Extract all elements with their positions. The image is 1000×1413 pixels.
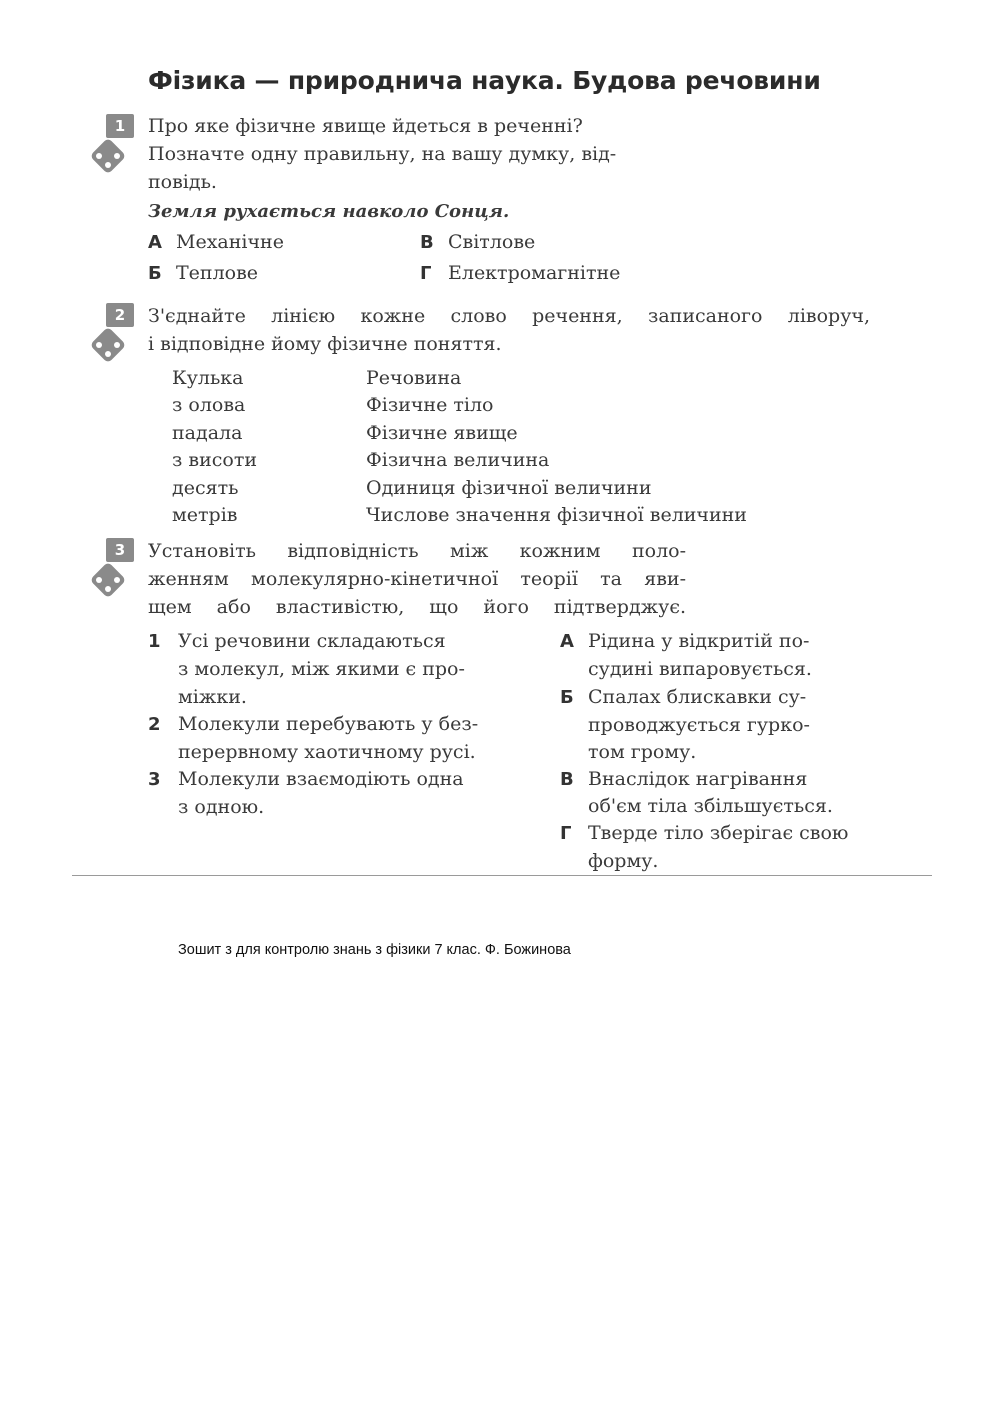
task-3-statement[interactable] <box>148 627 508 656</box>
option-text: Механічне <box>176 231 284 253</box>
task-3-text-line: женням молекулярно-кінетичної теорії та яви- <box>148 568 686 590</box>
statement-text: перервному хаотичному русі. <box>178 741 476 763</box>
phenomenon-letter: В <box>560 769 574 790</box>
option-letter: Б <box>148 263 162 284</box>
option-letter: В <box>420 232 434 253</box>
option-text: Світлове <box>448 231 536 253</box>
task-1-text-line: Про яке фізичне явище йдеться в реченні? <box>148 115 583 137</box>
task-1-text-line: Позначте одну правильну, на вашу думку, від- <box>148 143 617 165</box>
task-1-text-line: повідь. <box>148 171 217 193</box>
task-2-left-word[interactable]: метрів <box>172 504 238 526</box>
task-1-number-badge: 1 <box>106 114 134 138</box>
task-3-text-line: щем або властивістю, що його підтверджує. <box>148 596 686 618</box>
phenomenon-letter: Г <box>560 823 572 844</box>
statement-text: з молекул, між якими є про- <box>178 658 465 680</box>
task-2-concept[interactable]: Числове значення фізичної величини <box>366 504 747 526</box>
option-letter: Г <box>420 263 432 284</box>
task-3-statement[interactable] <box>148 765 464 794</box>
task-1-sentence: Земля рухається навколо Сонця. <box>148 201 510 222</box>
task-2-left-word[interactable]: з олова <box>172 394 246 416</box>
task-3-phenomenon[interactable] <box>560 765 807 794</box>
statement-number: 3 <box>148 769 161 790</box>
task-1-option[interactable] <box>148 259 258 288</box>
statement-text: з одною. <box>178 796 265 818</box>
source-caption: Зошит з для контролю знань з фізики 7 клас. Ф. Божинова <box>178 942 571 958</box>
phenomenon-text: об'єм тіла збільшується. <box>588 795 833 817</box>
task-2-concept[interactable]: Фізичне тіло <box>366 394 494 416</box>
dice-icon <box>88 325 128 365</box>
task-3-phenomenon[interactable] <box>560 627 809 656</box>
task-3-number-badge: 3 <box>106 538 134 562</box>
task-2-concept[interactable]: Речовина <box>366 367 462 389</box>
statement-text: Молекули взаємодіють одна <box>178 768 464 790</box>
dice-icon <box>88 560 128 600</box>
phenomenon-text: форму. <box>588 850 659 872</box>
statement-text: Усі речовини складаються <box>178 630 446 652</box>
phenomenon-text: Тверде тіло зберігає свою <box>588 822 849 844</box>
statement-text: Молекули перебувають у без- <box>178 713 479 735</box>
option-letter: А <box>148 232 162 253</box>
option-text: Теплове <box>176 262 259 284</box>
phenomenon-text: Спалах блискавки су- <box>588 686 807 708</box>
phenomenon-text: судині випаровується. <box>588 658 812 680</box>
task-2-concept[interactable]: Одиниця фізичної величини <box>366 477 652 499</box>
task-2-concept[interactable]: Фізичне явище <box>366 422 518 444</box>
phenomenon-letter: А <box>560 631 574 652</box>
statement-text: міжки. <box>178 686 247 708</box>
section-divider <box>72 875 932 876</box>
task-1-option[interactable] <box>420 259 620 288</box>
task-2-left-word[interactable]: десять <box>172 477 239 499</box>
phenomenon-text: проводжується гурко- <box>588 714 810 736</box>
phenomenon-letter: Б <box>560 687 574 708</box>
task-3-statement[interactable] <box>148 710 478 739</box>
task-2-concept[interactable]: Фізична величина <box>366 449 550 471</box>
task-2-left-word[interactable]: падала <box>172 422 243 444</box>
task-2-left-word[interactable]: з висоти <box>172 449 258 471</box>
task-3-phenomenon[interactable] <box>560 683 806 712</box>
task-2-text-line: і відповідне йому фізичне поняття. <box>148 333 502 355</box>
statement-number: 2 <box>148 714 161 735</box>
task-1-option[interactable] <box>148 228 284 257</box>
task-2-left-word[interactable]: Кулька <box>172 367 244 389</box>
option-text: Електромагнітне <box>448 262 621 284</box>
phenomenon-text: том грому. <box>588 741 697 763</box>
task-3-phenomenon[interactable] <box>560 819 848 848</box>
phenomenon-text: Внаслідок нагрівання <box>588 768 808 790</box>
task-3-text-line: Установіть відповідність між кожним поло- <box>148 540 686 562</box>
dice-icon <box>88 136 128 176</box>
statement-number: 1 <box>148 631 161 652</box>
task-1-option[interactable] <box>420 228 535 257</box>
page-title: Фізика — природнича наука. Будова речовини <box>148 66 821 95</box>
phenomenon-text: Рідина у відкритій по- <box>588 630 810 652</box>
task-2-text-line: З'єднайте лінією кожне слово речення, записаного ліворуч, <box>148 305 870 327</box>
task-2-number-badge: 2 <box>106 303 134 327</box>
